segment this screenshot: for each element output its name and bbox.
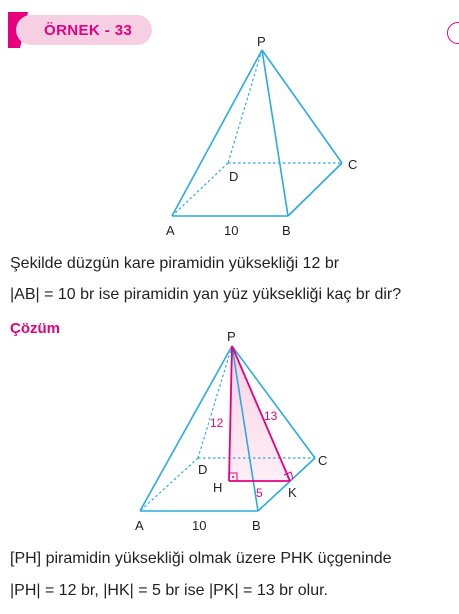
ph-length-label: 12 (210, 416, 224, 430)
right-angle-dot-k (287, 476, 289, 478)
edge-pb (262, 50, 288, 216)
solution-heading: Çözüm (10, 320, 60, 337)
vertex-b-label: B (282, 223, 291, 238)
edge-pc (262, 50, 342, 163)
badge-label: ÖRNEK - 33 (44, 22, 133, 39)
question-line-1: Şekilde düzgün kare piramidin yüksekliği 12 br (10, 255, 340, 272)
pyramid-figure (0, 0, 459, 245)
edge-pa (172, 50, 262, 216)
vertex-d-label: D (229, 169, 239, 184)
vertex-c-label-2: C (318, 453, 328, 468)
edge-da-hidden-2 (140, 458, 198, 511)
vertex-p-label-2: P (227, 329, 236, 344)
edge-pd-hidden-2 (198, 346, 232, 458)
point-k-label: K (288, 485, 297, 500)
vertex-p-label: P (257, 34, 266, 49)
solution-figure (0, 320, 459, 540)
vertex-a-label: A (166, 223, 175, 238)
solution-line-1: [PH] piramidin yüksekliği olmak üzere PHK üçgeninde (10, 550, 392, 567)
point-h-label: H (213, 480, 223, 495)
vertex-c-label: C (348, 157, 358, 172)
question-line-2: |AB| = 10 br ise piramidin yan yüz yüksekliği kaç br dir? (10, 286, 402, 303)
edge-da-hidden (172, 163, 228, 216)
ab-length-label: 10 (224, 223, 239, 238)
vertex-d-label-2: D (198, 462, 208, 477)
hk-length-label: 5 (256, 486, 263, 500)
edge-pd-hidden (228, 50, 262, 163)
right-angle-dot-h (232, 476, 234, 478)
solution-line-2: |PH| = 12 br, |HK| = 5 br ise |PK| = 13 br olur. (10, 582, 328, 599)
edge-bc (288, 163, 342, 216)
ab-length-label-2: 10 (192, 518, 207, 533)
pk-length-label: 13 (264, 409, 278, 423)
vertex-a-label-2: A (135, 518, 144, 533)
vertex-b-label-2: B (252, 518, 261, 533)
